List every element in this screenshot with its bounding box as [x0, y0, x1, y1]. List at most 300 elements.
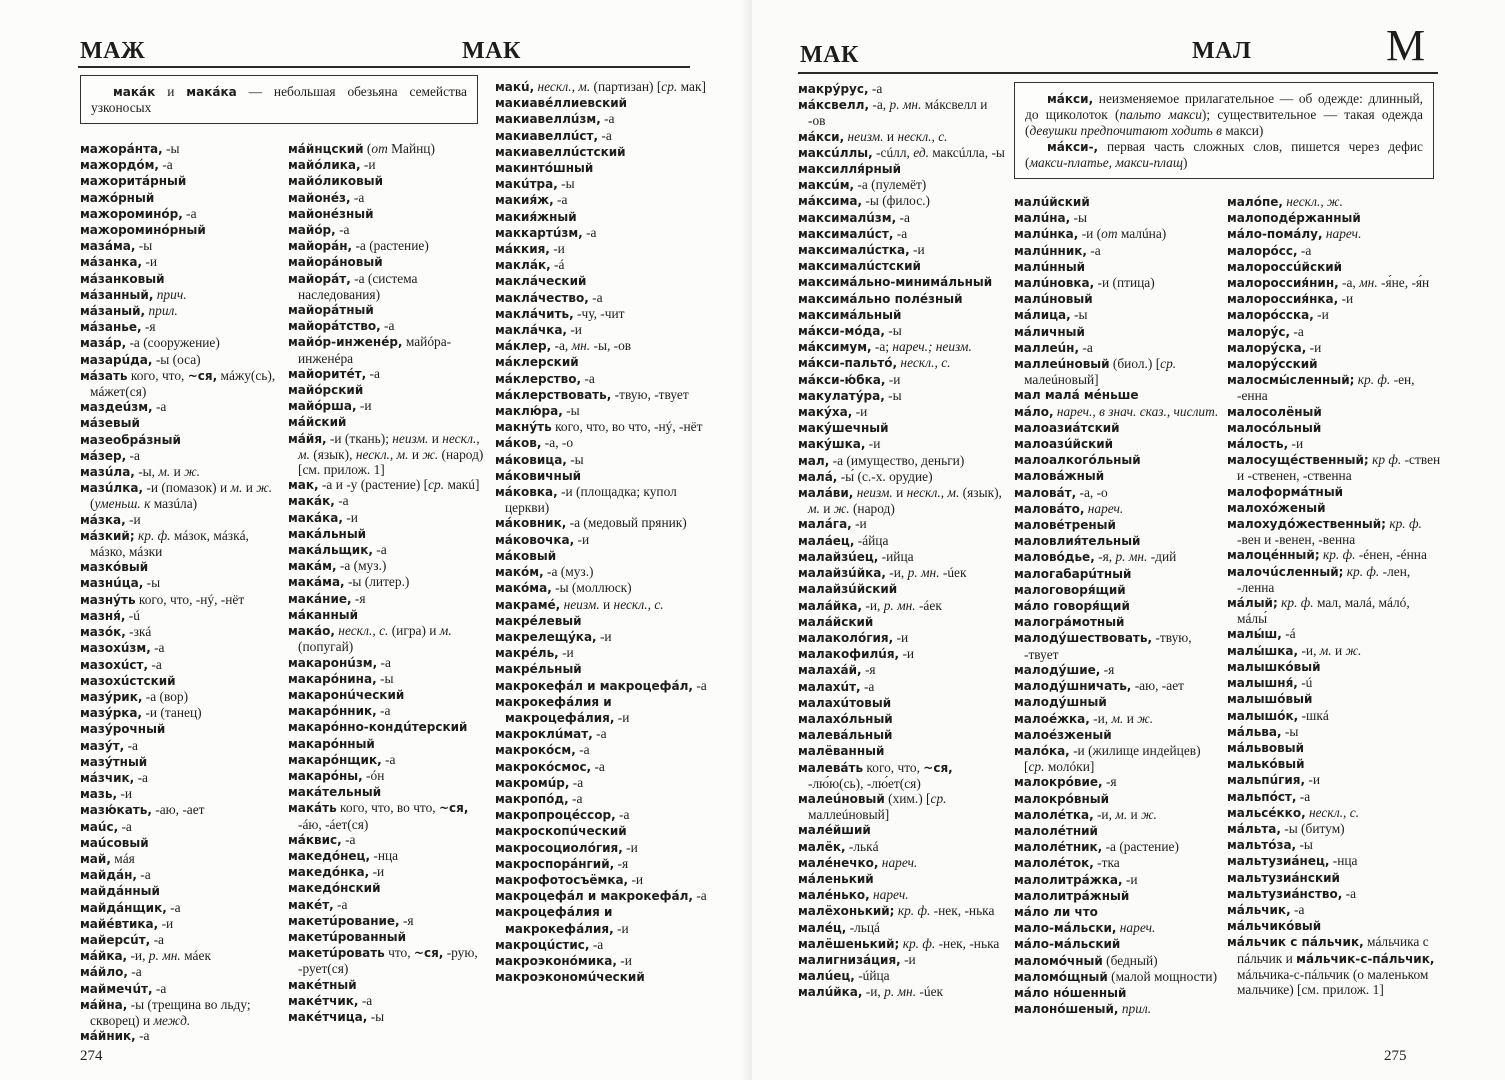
headword: малоговоря́щий [1014, 582, 1126, 597]
definition-text: молóки] [1044, 759, 1095, 775]
definition-text: -шкá [1298, 707, 1329, 723]
definition-text: -ы́ (с.-х. орудие) [837, 468, 933, 484]
definition-text: -ы [135, 238, 153, 254]
headword: мáльта, [1227, 821, 1281, 836]
headword: макýха, [798, 405, 853, 420]
dictionary-entry [1014, 582, 1222, 598]
dictionary-entry [798, 727, 1008, 743]
definition-text: -а [896, 209, 910, 225]
headword: малёванный [798, 744, 885, 759]
definition-text: и [1123, 710, 1138, 726]
headword: мáковица, [495, 452, 567, 467]
grammar-label: ср. [661, 79, 678, 94]
headword: макáльщик, [288, 543, 373, 558]
dictionary-entry [80, 512, 283, 528]
dictionary-entry [798, 129, 1008, 145]
headword: макéтчица, [288, 1009, 368, 1024]
grammar-label: мн. [571, 338, 591, 354]
dictionary-entry [80, 738, 283, 754]
headword: майóликовый [288, 174, 383, 189]
definition-text: майóра-инженéра [298, 334, 452, 366]
headword: макарóны, [288, 768, 363, 783]
headword: макáльный [288, 526, 367, 541]
definition-text: -а (медовый пряник) [566, 515, 687, 531]
headword: малокрóвный [1014, 791, 1110, 806]
headword: майóрский [288, 383, 364, 398]
definition-text: -ú [1297, 675, 1313, 691]
definition-text: -лен, -ленна [1237, 563, 1411, 595]
headword: мазóк, [80, 625, 126, 640]
headword: мазúлка, [80, 481, 144, 496]
dictionary-entry [495, 694, 713, 726]
running-head-left: МАЖ [80, 38, 146, 64]
dictionary-entry [1227, 275, 1442, 291]
dictionary-entry [495, 953, 713, 969]
definition-text: -а (муз.) [336, 558, 387, 574]
headword: мáйнцский [288, 142, 364, 156]
definition-text: и [1127, 806, 1142, 822]
definition-text: -ствен и -ственен, -ственна [1237, 452, 1441, 484]
grammar-label: нескл., с. [334, 623, 389, 639]
dictionary-entry [1227, 436, 1442, 452]
definition-text: (хим.) [ [884, 790, 931, 806]
dictionary-entry [288, 784, 488, 800]
dictionary-entry [1014, 743, 1222, 774]
dictionary-entry [798, 839, 1008, 855]
definition-text: -а [582, 224, 597, 240]
definition-text: первая часть сложных слов, пишется через дефис ( [1025, 139, 1423, 170]
grammar-label: неизм. [560, 596, 600, 612]
grammar-label: нареч. [1116, 920, 1156, 936]
definition-text: -а [376, 703, 391, 719]
headword: макиавеллúстский [495, 144, 626, 159]
dictionary-entry [798, 291, 1008, 307]
dictionary-entry [495, 645, 713, 661]
definition-text: -а [148, 656, 162, 672]
headword: мазю́кать, [80, 803, 152, 818]
definition-text: -аю, -ает [151, 802, 205, 818]
headword: мазарúда, [80, 352, 153, 367]
grammar-label: нескл., с. [897, 355, 951, 371]
dictionary-entry [288, 929, 488, 945]
dictionary-entry [1014, 1001, 1222, 1017]
headword: македóнец, [288, 848, 371, 863]
definition-text: -зкá [125, 624, 152, 640]
headword: майорáтный [288, 303, 374, 318]
dictionary-entry [80, 819, 283, 835]
dictionary-entry [1014, 823, 1222, 839]
headword: малúновка, [1014, 276, 1095, 291]
grammar-label: ед. [913, 144, 929, 160]
dictionary-entry [495, 580, 713, 596]
headword: малороссúйский [1227, 259, 1343, 274]
headword: мáзанье, [80, 320, 142, 335]
definition-text: малеúновый] [1024, 372, 1099, 388]
definition-text: -а [152, 399, 167, 415]
definition-text: -а [568, 790, 583, 806]
definition-text: -и [614, 709, 630, 725]
dictionary-entry [1014, 452, 1222, 468]
headword: маллеúн, [1014, 340, 1080, 355]
dictionary-entry [1014, 210, 1222, 226]
headword: май, [80, 851, 111, 866]
definition-text: -áйца [854, 532, 889, 548]
definition-text: -и, [885, 565, 908, 581]
headword: мáло нóшенный [1014, 985, 1127, 1000]
definition-text: -я [1100, 661, 1115, 677]
grammar-label: р. мн. [884, 984, 917, 1000]
dictionary-entry [798, 791, 1008, 822]
dictionary-entry [1227, 691, 1442, 707]
dictionary-entry [495, 338, 713, 354]
headword: маломóщный [1014, 969, 1108, 984]
dictionary-entry [80, 657, 283, 673]
headword: макрýрус, [798, 82, 869, 96]
definition-text: -а [1297, 242, 1312, 258]
dictionary-entry [1014, 533, 1222, 549]
dictionary-entry [1014, 259, 1222, 275]
headword: малолéток, [1014, 856, 1094, 871]
headword: максимáльный [798, 307, 902, 322]
headword: маклáк, [495, 258, 551, 273]
headword: ~ся, [413, 946, 444, 961]
headword: малúна, [1014, 211, 1071, 226]
definition-text: -ен, -енна [1237, 372, 1415, 404]
definition-text: и [599, 596, 614, 612]
dictionary-entry [80, 303, 283, 319]
dictionary-entry [495, 387, 713, 403]
headword: малосмы́сленный; [1227, 373, 1355, 388]
dictionary-entry [798, 97, 1008, 128]
definition-text: -ы [884, 323, 902, 339]
grammar-label: нескл., с. [613, 596, 664, 612]
definition-text: -ы (битум) [1280, 820, 1345, 836]
headword: мáклерский [495, 355, 579, 370]
dictionary-entry [495, 452, 713, 468]
dictionary-entry [495, 160, 713, 176]
headword: маловáто, [1014, 501, 1085, 516]
headword: малоéзженый [1014, 727, 1112, 742]
headword: мазнúца, [80, 576, 144, 591]
headword: македóнский [288, 881, 381, 896]
headword: мáковый [495, 548, 557, 563]
headword: мáйка, [80, 949, 128, 964]
definition-text: -ы [376, 670, 394, 686]
headword: малорýсский [1227, 357, 1318, 372]
definition-text: -а (растение) [1102, 839, 1179, 855]
dictionary-entry [495, 791, 713, 807]
grammar-label: ж. [1137, 710, 1154, 726]
definition-text: ) [1182, 155, 1188, 170]
headword: мáканный [288, 607, 358, 622]
definition-text: -а [366, 365, 380, 381]
definition-text: мазúла) [150, 496, 198, 512]
headword: малакофилúя, [798, 647, 900, 662]
dictionary-entry [1014, 598, 1222, 614]
headword: малáга, [798, 517, 852, 532]
grammar-label: нескл., м. [298, 430, 480, 462]
dictionary-entry [1227, 821, 1442, 837]
definition-text: -аю, -ает [1131, 678, 1184, 694]
definition-text: -и [342, 509, 358, 525]
definition-text: -и [893, 629, 909, 645]
definition-text: -и (птица) [1094, 275, 1155, 291]
headword: макиавеллúст, [495, 128, 599, 143]
definition-text: -и [1305, 772, 1321, 788]
headword: малолéтний [1014, 823, 1098, 838]
dictionary-entry [1227, 226, 1442, 242]
headword: малонóшеный, [1014, 1002, 1119, 1017]
headword: макéтчик, [288, 993, 359, 1008]
dictionary-entry [80, 141, 283, 157]
headword: маловáжный [1014, 469, 1105, 484]
definition-text: -я [614, 855, 629, 871]
dictionary-entry [288, 206, 488, 222]
dictionary-entry [80, 754, 283, 770]
dictionary-entry [80, 851, 283, 867]
grammar-label: р. мн. [889, 97, 922, 113]
dictionary-entry [80, 399, 283, 415]
definition-text: ( [90, 496, 95, 512]
dictionary-entry [1014, 307, 1222, 323]
definition-text: -и [566, 322, 582, 338]
dictionary-entry [798, 695, 1008, 711]
definition-text: -ы (трещина во льду; скворец) и [90, 996, 251, 1028]
definition-text: макú] [444, 477, 480, 493]
dictionary-entry [798, 274, 1008, 290]
definition-text: мал, малá, мáлó, мáлы́ [1237, 595, 1410, 627]
dictionary-entry [1227, 902, 1442, 918]
headword: малодýшный [1014, 695, 1107, 710]
grammar-label: нескл., м. [906, 485, 960, 501]
dictionary-entry [495, 759, 713, 775]
dictionary-entry [1227, 740, 1442, 756]
definition-text: (биол.) [ [1109, 356, 1161, 372]
dictionary-entry [80, 997, 283, 1028]
dictionary-entry [495, 484, 713, 515]
grammar-label: кр. ф. [899, 935, 936, 951]
headword: малайзúец, [798, 549, 879, 564]
dictionary-entry [1227, 659, 1442, 675]
dictionary-entry [80, 254, 283, 270]
headword: майдáн, [80, 868, 137, 883]
definition-text: и [1331, 642, 1346, 658]
definition-text: -а; [871, 339, 893, 355]
definition-text: -а (система наследования) [298, 270, 418, 302]
headword: мáзка, [80, 512, 126, 527]
headword: мак, [288, 478, 319, 493]
headword: мáкси, [798, 129, 845, 144]
dictionary-entry [1014, 324, 1222, 340]
dictionary-entry [798, 968, 1008, 984]
headword: максилля́рный [798, 162, 901, 177]
definition-text: -тка [1093, 855, 1120, 871]
dictionary-entry [495, 823, 713, 839]
dictionary-entry [288, 190, 488, 206]
dictionary-entry [1227, 324, 1442, 340]
headword: ~ся, [187, 368, 218, 383]
dictionary-entry [798, 614, 1008, 630]
headword: мáло-мáльский [1014, 937, 1121, 952]
dictionary-entry [80, 721, 283, 737]
grammar-label: нескл., с. [897, 128, 948, 144]
dictionary-entry [80, 916, 283, 932]
headword: макрокефáлия и макроцефáлия, [495, 694, 615, 725]
headword: малёк, [798, 839, 846, 854]
headword: макрéльный [495, 662, 582, 677]
grammar-label: неизм. [844, 128, 884, 144]
definition-text: -и [865, 436, 881, 452]
dictionary-entry [495, 79, 713, 95]
definition-text: -и [596, 628, 612, 644]
definition-text: — небольшая обезьяна семейства узконосых [91, 84, 467, 115]
dictionary-entry [798, 581, 1008, 597]
grammar-label: уменьш. к [94, 496, 151, 512]
dictionary-entry [1227, 789, 1442, 805]
dictionary-entry [798, 646, 1008, 662]
dictionary-entry [80, 368, 283, 399]
headword: макроцúстис, [495, 937, 590, 952]
headword: мальпúгия, [1227, 773, 1306, 788]
dictionary-entry [80, 319, 283, 335]
headword: малúйка, [798, 985, 863, 1000]
headword: малолитрáжка, [1014, 872, 1123, 887]
definition-text: -а [341, 831, 356, 847]
headword: мазýт, [80, 738, 125, 753]
dictionary-entry [288, 832, 488, 848]
headword: мáков, [495, 436, 542, 451]
dictionary-entry [1014, 566, 1222, 582]
dictionary-entry [495, 840, 713, 856]
headword: макетúровать [288, 946, 385, 961]
dictionary-entry [1227, 675, 1442, 691]
grammar-label: девушки предпочитают ходить в [1029, 123, 1222, 138]
definition-text: -ы [1070, 307, 1088, 323]
headword: макаронúзм, [288, 655, 378, 670]
definition-text: -áю, -áет(ся) [298, 816, 369, 832]
headword: макулатýра, [798, 388, 885, 403]
definition-text: (язык), [959, 485, 1002, 501]
definition-text: -а [600, 111, 615, 127]
headword: малохóженый [1227, 500, 1326, 515]
dictionary-entry [495, 904, 713, 936]
grammar-label: межд. [153, 1012, 191, 1028]
definition-text: -ы [143, 575, 161, 591]
dictionary-entry [288, 477, 488, 493]
definition-text: -и, [1093, 806, 1116, 822]
headword: мазохúстский [80, 673, 176, 688]
definition-text: ); существительное — такая одежда ( [1025, 107, 1424, 138]
dictionary-entry [80, 624, 283, 640]
dictionary-entry [495, 241, 713, 257]
headword: макрелещýка, [495, 629, 597, 644]
dictionary-entry [495, 856, 713, 872]
dictionary-entry [288, 558, 488, 574]
grammar-label: неизм. [853, 485, 893, 501]
definition-text: -чу, -чит [573, 305, 625, 321]
headword: малорýс, [1227, 324, 1291, 339]
definition-text: -а [1296, 788, 1311, 804]
dictionary-entry [80, 802, 283, 818]
dictionary-entry [798, 323, 1008, 339]
definition-text: -и (ткань); [326, 430, 393, 446]
headword: мáлый; [1227, 596, 1278, 611]
headword: мáковичный [495, 468, 582, 483]
grammar-label: нареч. [1084, 500, 1124, 516]
dictionary-entry [798, 952, 1008, 968]
headword: малигнизáция, [798, 952, 901, 967]
headword: макóм, [495, 565, 544, 580]
dictionary-entry [798, 516, 1008, 532]
dictionary-entry [288, 897, 488, 913]
headword: мальтóза, [1227, 838, 1297, 853]
definition-text: -а [335, 222, 350, 238]
headword: малоазúйский [1014, 437, 1114, 452]
definition-text: -и [1122, 871, 1138, 887]
headword: маздеúзм, [80, 400, 153, 415]
definition-text: -и [1338, 291, 1354, 307]
definition-text: -а и -у (растение) [ [318, 477, 429, 493]
headword: мало-мáльски, [1014, 921, 1117, 936]
definition-text: (бедный) [1102, 952, 1158, 968]
dictionary-entry [495, 257, 713, 273]
headword: макромúр, [495, 775, 570, 790]
dictionary-entry [1227, 918, 1442, 934]
dictionary-entry [288, 238, 488, 254]
headword: малосолёный [1227, 404, 1322, 419]
headword: мáленький [798, 871, 874, 886]
dictionary-entry [80, 689, 283, 705]
headword: малóпе, [1227, 195, 1283, 209]
dictionary-entry [288, 366, 488, 382]
dictionary-entry [288, 623, 488, 654]
headword: макéтный [288, 977, 357, 992]
definition-text: -и, [127, 948, 149, 964]
headword: майóр, [288, 223, 336, 238]
definition-text: кого, что, во что, [336, 800, 439, 816]
definition-text: и [155, 84, 187, 99]
headword: малúйский [1014, 195, 1090, 209]
definition-text: -я [861, 662, 876, 678]
headword: мáкси-ю́бка, [798, 372, 886, 387]
dictionary-entry [1227, 372, 1442, 403]
definition-text: -а [334, 493, 349, 509]
dictionary-entry [288, 945, 488, 976]
definition-text: -а [592, 726, 607, 742]
headword: мажороминóр, [80, 206, 183, 221]
dictionary-entry [288, 510, 488, 526]
dictionary-entry [1014, 501, 1222, 517]
definition-text: -а [589, 936, 604, 952]
headword: малодýшествовать, [1014, 631, 1153, 646]
headword: мазýтный [80, 754, 148, 769]
grammar-label: м. [1319, 642, 1332, 658]
dictionary-entry [80, 867, 283, 883]
headword: максималúстский [798, 259, 921, 274]
definition-text: -и (жилище индейцев) [ [1024, 742, 1201, 775]
headword: маймечúт, [80, 981, 153, 996]
definition-text: ( [363, 141, 372, 156]
grammar-label: ж. [422, 446, 439, 462]
grammar-label: м. [1111, 710, 1124, 726]
dictionary-entry [798, 161, 1008, 177]
dictionary-entry [1014, 485, 1222, 501]
definition-text: -á [550, 257, 565, 273]
definition-text: (игра) и [388, 623, 440, 639]
definition-text: -а [581, 370, 595, 386]
dictionary-entry [798, 920, 1008, 936]
dictionary-entry [1227, 886, 1442, 902]
